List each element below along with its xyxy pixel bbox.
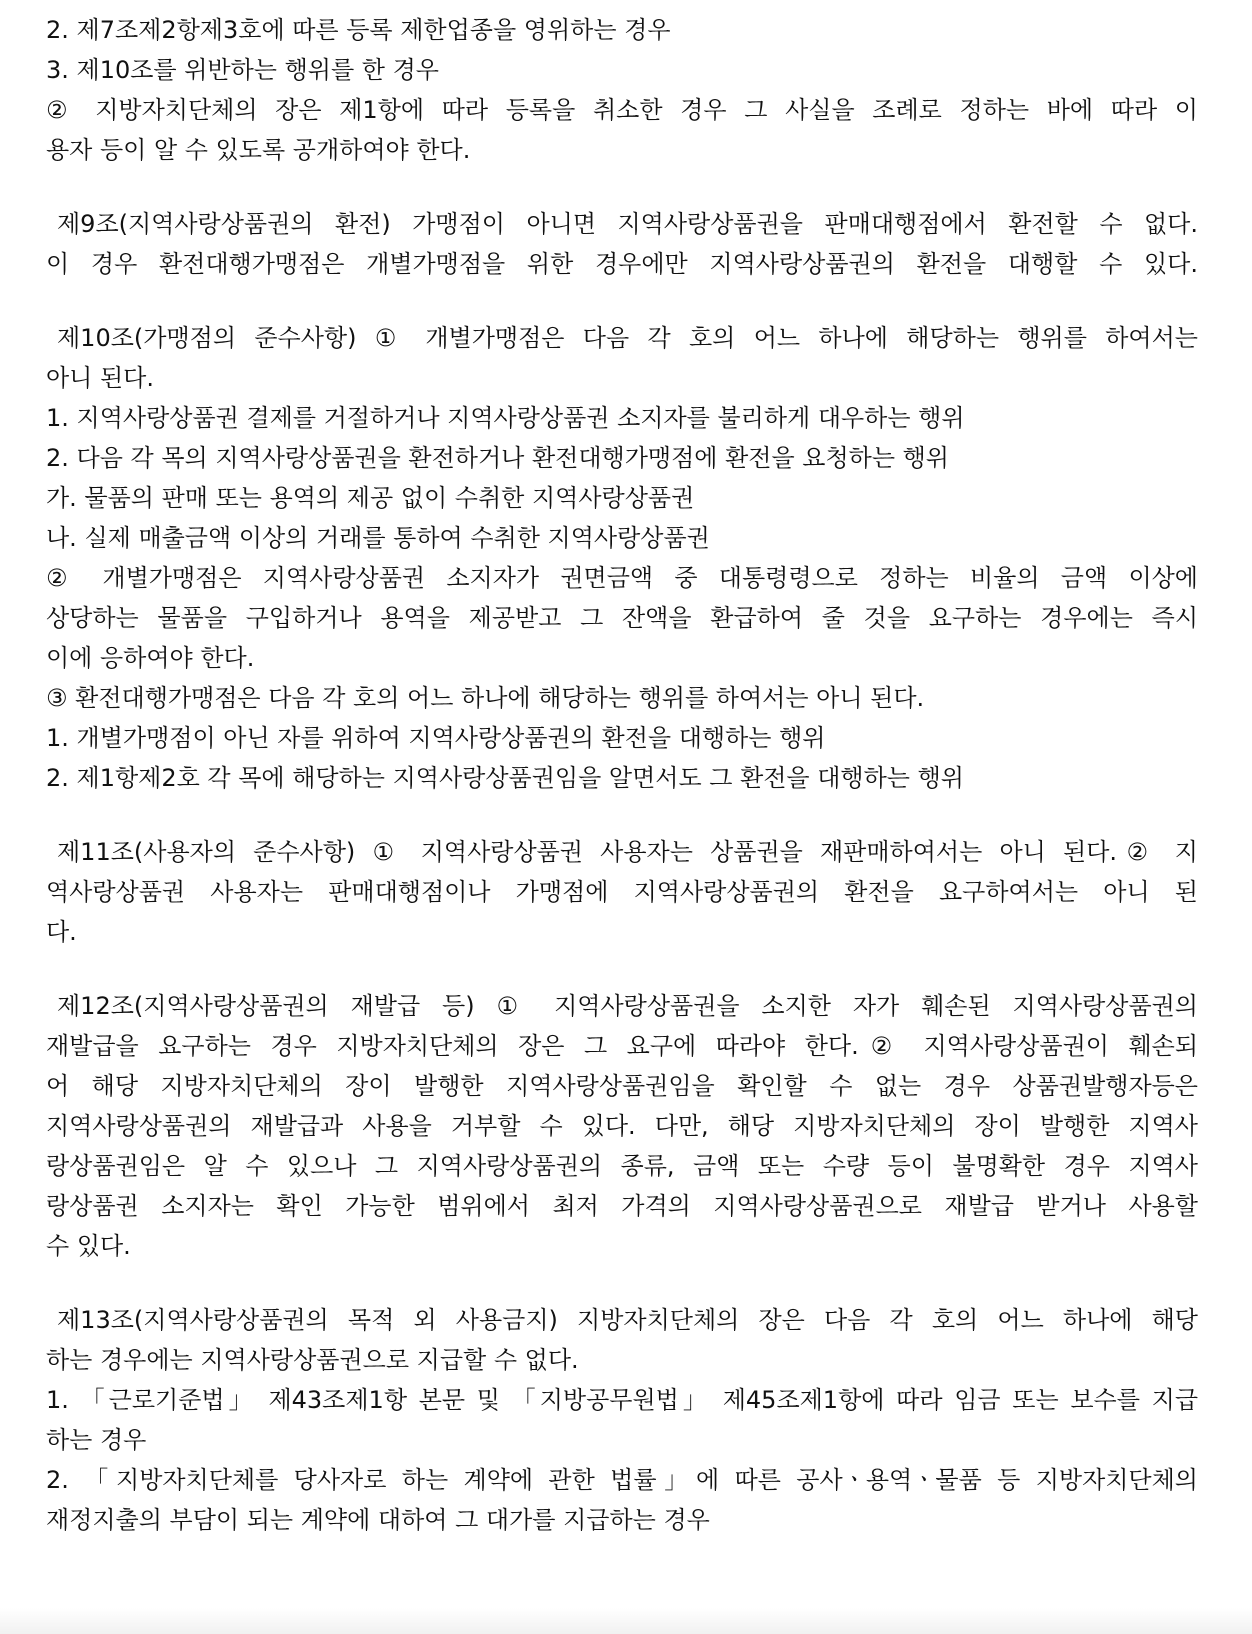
paragraph-line: 상당하는 물품을 구입하거나 용역을 제공받고 그 잔액을 환급하여 줄 것을 요구하는 경우에는 즉시 xyxy=(46,604,1198,632)
paragraph-line: 랑상품권 소지자는 확인 가능한 범위에서 최저 가격의 지역사랑상품권으로 재발급 받거나 사용할 xyxy=(46,1192,1198,1220)
paragraph-line: 2. 제1항제2호 각 목에 해당하는 지역사랑상품권임을 알면서도 그 환전을 대행하는 행위 xyxy=(46,764,964,792)
paragraph-gap xyxy=(46,798,1198,832)
paragraph-line: 하는 경우에는 지역사랑상품권으로 지급할 수 없다. xyxy=(46,1346,579,1374)
paragraph-gap xyxy=(46,170,1198,204)
paragraph-line: 재정지출의 부담이 되는 계약에 대하여 그 대가를 지급하는 경우 xyxy=(46,1506,710,1534)
paragraph-line: 2. 제7조제2항제3호에 따른 등록 제한업종을 영위하는 경우 xyxy=(46,16,671,44)
paragraph-line: 용자 등이 알 수 있도록 공개하여야 한다. xyxy=(46,136,471,164)
paragraph-line: 어 해당 지방자치단체의 장이 발행한 지역사랑상품권임을 확인할 수 없는 경우 상품권발행자등은 xyxy=(46,1072,1198,1100)
article-heading-line: 제11조(사용자의 준수사항) ① 지역사랑상품권 사용자는 상품권을 재판매하여서는 아니 된다.② 지 xyxy=(57,838,1198,866)
paragraph-line: 이 경우 환전대행가맹점은 개별가맹점을 위한 경우에만 지역사랑상품권의 환전을 대행할 수 있다. xyxy=(46,250,1198,278)
paragraph-gap xyxy=(46,1266,1198,1300)
paragraph-line: 나. 실제 매출금액 이상의 거래를 통하여 수취한 지역사랑상품권 xyxy=(46,524,710,552)
paragraph-line: 재발급을 요구하는 경우 지방자치단체의 장은 그 요구에 따라야 한다.② 지역사랑상품권이 훼손되 xyxy=(46,1032,1198,1060)
article-heading-line: 제9조(지역사랑상품권의 환전) 가맹점이 아니면 지역사랑상품권을 판매대행점에서 환전할 수 없다. xyxy=(57,210,1198,238)
paragraph-line: ② 개별가맹점은 지역사랑상품권 소지자가 권면금액 중 대통령령으로 정하는 비율의 금액 이상에 xyxy=(46,564,1198,592)
paragraph-gap xyxy=(46,284,1198,318)
paragraph-line: 2. 「지방자치단체를 당사자로 하는 계약에 관한 법률」에 따른 공사ㆍ용역ㆍ물품 등 지방자치단체의 xyxy=(46,1466,1198,1494)
paragraph-line: 가. 물품의 판매 또는 용역의 제공 없이 수취한 지역사랑상품권 xyxy=(46,484,695,512)
paragraph-line: ② 지방자치단체의 장은 제1항에 따라 등록을 취소한 경우 그 사실을 조례로 정하는 바에 따라 이 xyxy=(46,96,1198,124)
paragraph-line: 1. 「근로기준법」 제43조제1항 본문 및 「지방공무원법」 제45조제1항에 따라 임금 또는 보수를 지급 xyxy=(46,1386,1198,1414)
page-bottom-shadow xyxy=(0,1608,1252,1634)
paragraph-line: ③ 환전대행가맹점은 다음 각 호의 어느 하나에 해당하는 행위를 하여서는 아니 된다. xyxy=(46,684,925,712)
paragraph-line: 역사랑상품권 사용자는 판매대행점이나 가맹점에 지역사랑상품권의 환전을 요구하여서는 아니 된 xyxy=(46,878,1198,906)
paragraph-line: 아니 된다. xyxy=(46,364,154,392)
article-heading-line: 제13조(지역사랑상품권의 목적 외 사용금지) 지방자치단체의 장은 다음 각 호의 어느 하나에 해당 xyxy=(57,1306,1198,1334)
article-heading-line: 제10조(가맹점의 준수사항) ① 개별가맹점은 다음 각 호의 어느 하나에 해당하는 행위를 하여서는 xyxy=(57,324,1198,352)
paragraph-line: 1. 개별가맹점이 아닌 자를 위하여 지역사랑상품권의 환전을 대행하는 행위 xyxy=(46,724,826,752)
paragraph-line: 2. 다음 각 목의 지역사랑상품권을 환전하거나 환전대행가맹점에 환전을 요청하는 행위 xyxy=(46,444,949,472)
paragraph-line: 지역사랑상품권의 재발급과 사용을 거부할 수 있다. 다만, 해당 지방자치단체의 장이 발행한 지역사 xyxy=(46,1112,1198,1140)
paragraph-line: 1. 지역사랑상품권 결제를 거절하거나 지역사랑상품권 소지자를 불리하게 대우하는 행위 xyxy=(46,404,965,432)
paragraph-line: 랑상품권임은 알 수 있으나 그 지역사랑상품권의 종류, 금액 또는 수량 등이 불명확한 경우 지역사 xyxy=(46,1152,1198,1180)
paragraph-line: 하는 경우 xyxy=(46,1426,147,1454)
paragraph-line: 3. 제10조를 위반하는 행위를 한 경우 xyxy=(46,56,439,84)
paragraph-line: 이에 응하여야 한다. xyxy=(46,644,255,672)
paragraph-gap xyxy=(46,952,1198,986)
document-body xyxy=(46,10,1198,1540)
paragraph-line: 다. xyxy=(46,918,77,946)
paragraph-line: 수 있다. xyxy=(46,1232,131,1260)
article-heading-line: 제12조(지역사랑상품권의 재발급 등) ① 지역사랑상품권을 소지한 자가 훼손된 지역사랑상품권의 xyxy=(57,992,1198,1020)
